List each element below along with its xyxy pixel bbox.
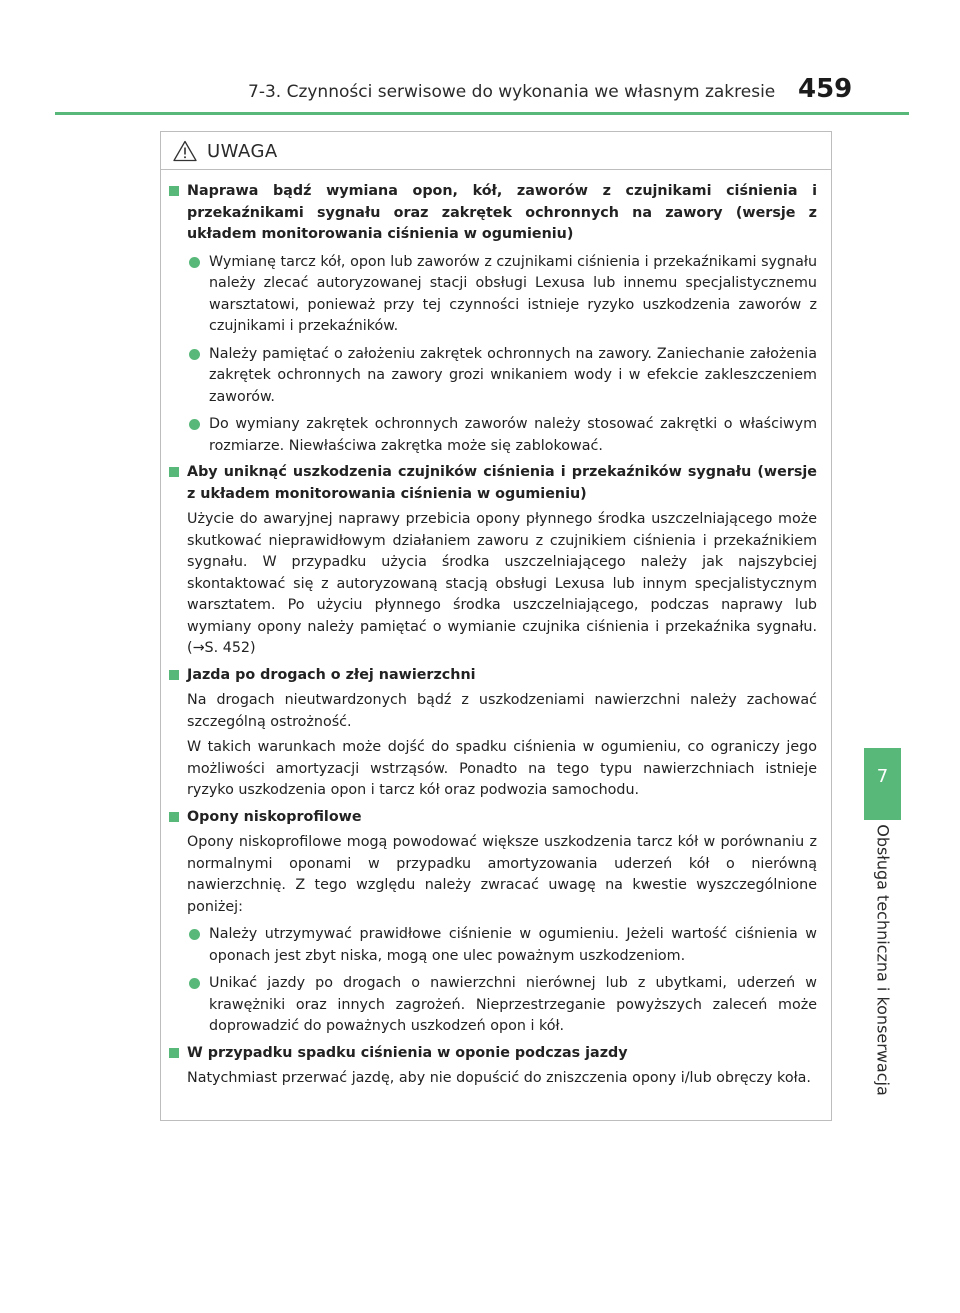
section-heading [169, 181, 817, 246]
section-heading [169, 807, 817, 829]
section-heading-text: Naprawa bądź wymiana opon, kół, zaworów z czujnikami ciśnienia i przekaźnikami sygnału oraz zakrętek ochronnych na zawory (wersje z układem monitorowania ciśnienia w ogumieniu) [187, 183, 817, 242]
warning-section [169, 1043, 817, 1090]
warning-section [169, 665, 817, 802]
chapter-label: Obsługa techniczna i konserwacja [873, 824, 893, 1096]
header-divider [55, 112, 909, 115]
round-bullet-icon [189, 419, 200, 430]
section-paragraph: Na drogach nieutwardzonych bądź z uszkodzeniami nawierzchni należy zachować szczególną ostrożność. [187, 692, 817, 730]
round-bullet-icon [189, 929, 200, 940]
section-paragraph: Użycie do awaryjnej naprawy przebicia opony płynnego środka uszczelniającego może skutkować nieprawidłowym działaniem zaworu z czujnikiem ciśnienia i przekaźnikiem sygnału. W przypadku użycia środka uszczelniającego należy jak najszybciej skontaktować się z autoryzowaną stacją obsługi Lexusa lub innym specjalistycznym warsztatem. Po użyciu płynnego środka uszczelniającego, podczas naprawy lub wymiany opony należy pamiętać o wymianie czujnika ciśnienia i przekaźnika sygnału. (→S. 452) [187, 511, 817, 656]
round-bullet-icon [189, 257, 200, 268]
chapter-number: 7 [876, 766, 889, 787]
bullet-text: Unikać jazdy po drogach o nawierzchni nierównej lub z ubytkami, uderzeń w krawężniki oraz innych zagrożeń. Nieprzestrzeganie powyższych zaleceń może doprowadzić do poważnych uszkodzeń opon i kół. [209, 975, 817, 1034]
section-heading [169, 1043, 817, 1065]
warning-section [169, 807, 817, 1038]
square-bullet-icon [169, 812, 179, 822]
bullet-item [169, 973, 817, 1038]
square-bullet-icon [169, 1048, 179, 1058]
page-number: 459 [798, 74, 853, 104]
bullet-item [169, 924, 817, 967]
section-paragraph: W takich warunkach może dojść do spadku ciśnienia w ogumieniu, co ograniczy jego możliwości amortyzacji wstrząsów. Ponadto na tego typu nawierzchniach istnieje ryzyko uszkodzenia opon i tarcz kół oraz podwozia samochodu. [187, 739, 817, 798]
warning-section [169, 462, 817, 660]
warning-triangle-icon [173, 140, 197, 162]
round-bullet-icon [189, 978, 200, 989]
warning-title: UWAGA [207, 141, 278, 162]
square-bullet-icon [169, 670, 179, 680]
section-heading-text: W przypadku spadku ciśnienia w oponie podczas jazdy [187, 1044, 628, 1061]
warning-header [161, 132, 831, 170]
warning-content [169, 181, 817, 1095]
section-heading-text: Opony niskoprofilowe [187, 808, 362, 825]
section-heading-text: Jazda po drogach o złej nawierzchni [187, 666, 476, 683]
section-heading-text: Aby uniknąć uszkodzenia czujników ciśnienia i przekaźników sygnału (wersje z układem monitorowania ciśnienia w ogumieniu) [187, 464, 817, 502]
bullet-text: Do wymiany zakrętek ochronnych zaworów należy stosować zakrętki o właściwym rozmiarze. Niewłaściwa zakrętka może się zablokować. [209, 416, 817, 454]
section-paragraph: Natychmiast przerwać jazdę, aby nie dopuścić do zniszczenia opony i/lub obręczy koła. [187, 1070, 811, 1086]
chapter-tab [864, 748, 901, 820]
bullet-text: Wymianę tarcz kół, opon lub zaworów z czujnikami ciśnienia i przekaźnikami sygnału należy zlecać autoryzowanej stacji obsługi Lexusa lub innemu specjalistycznemu warsztatowi, ponieważ przy tej czynności istnieje ryzyko uszkodzenia zaworów z czujnikami i przekaźników. [209, 253, 817, 334]
square-bullet-icon [169, 186, 179, 196]
square-bullet-icon [169, 467, 179, 477]
round-bullet-icon [189, 349, 200, 360]
section-heading [169, 462, 817, 505]
bullet-item [169, 252, 817, 338]
section-paragraph: Opony niskoprofilowe mogą powodować większe uszkodzenia tarcz kół w porównaniu z normalnymi oponami w przypadku amortyzowania uderzeń kół o nierówną nawierzchnię. Z tego względu należy zwracać uwagę na kwestie wyszczególnione poniżej: [187, 834, 817, 915]
section-header-title: 7-3. Czynności serwisowe do wykonania we własnym zakresie [248, 82, 776, 102]
bullet-item [169, 344, 817, 409]
section-heading [169, 665, 817, 687]
warning-box [160, 131, 832, 1121]
bullet-text: Należy utrzymywać prawidłowe ciśnienie w ogumieniu. Jeżeli wartość ciśnienia w oponach jest zbyt niska, mogą one ulec poważnym uszkodzeniom. [209, 926, 817, 964]
bullet-text: Należy pamiętać o założeniu zakrętek ochronnych na zawory. Zaniechanie założenia zakrętek ochronnych na zawory grozi wnikaniem wody i w efekcie zakleszczeniem zaworów. [209, 345, 817, 405]
warning-section [169, 181, 817, 457]
bullet-item [169, 414, 817, 457]
